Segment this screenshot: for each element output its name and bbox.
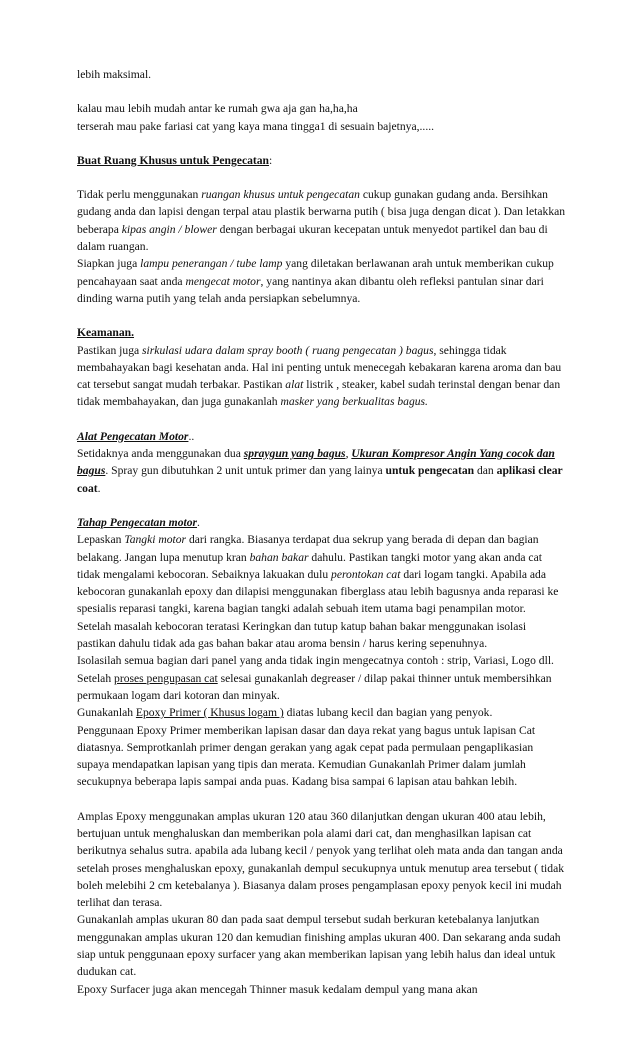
heading-ruang-text: Buat Ruang Khusus untuk Pengecatan [77,153,269,167]
alat-paragraph [77,445,566,497]
heading-alat-text: Alat Pengecatan Motor [77,429,189,443]
heading-alat-tail: .. [188,429,195,443]
text-run: listrik , steaker, kabel sudah terinstal dengan benar dan tidak membahayakan, dan juga gunakanlah [77,378,561,409]
underline-run: Epoxy Primer ( Khusus logam ) [135,706,284,720]
italic-run: sirkulasi udara dalam spray booth ( ruang pengecatan ) bagus [142,343,434,357]
heading-tahap [77,514,566,531]
text-run: dan [474,464,497,478]
text-run: cukup gunakan gudang anda. Bersihkan gudang anda dan lapisi dengan terpal atau plastik berwarna putih ( bisa juga dengan dicat ). Dan letakkan beberapa [77,188,566,236]
tip-line-1 [77,100,566,117]
heading-ruang-khusus [77,152,566,169]
emphasis-run: Ukuran Kompresor Angin Yang cocok dan bagus [77,447,555,478]
amplas-paragraph-3 [77,981,566,998]
intro-text: lebih maksimal. [77,68,152,81]
ruang-paragraph-2 [77,255,566,307]
text-run: dengan berbagai ukuran kecepatan untuk menyedot partikel dan bau di dalam ruangan. [77,222,548,254]
heading-tahap-text: Tahap Pengecatan motor [77,515,198,529]
text-run: Pastikan juga [77,343,143,357]
italic-run: masker yang berkualitas bagus. [280,395,428,409]
bold-run: untuk pengecatan [385,464,475,478]
heading-tahap-tail: . [197,515,200,529]
text-run: Setidaknya anda menggunakan dua [77,447,244,461]
keamanan-paragraph [77,342,566,411]
heading-alat [77,428,566,445]
amplas-paragraph-2 [77,911,566,980]
italic-run: bahan bakar [249,550,309,564]
text-run: . [97,481,101,495]
text-run: Tidak perlu menggunakan [77,188,202,202]
text-run: . Spray gun dibutuhkan 2 unit untuk primer dan yang lainya [105,464,386,478]
tahap-paragraph-2 [77,618,566,653]
tahap-paragraph-3 [77,652,566,669]
text-run: diatas lubang kecil dan bagian yang penyok. [283,706,493,720]
italic-run: alat [285,378,304,392]
text-run: , [345,447,352,461]
tahap-paragraph-6 [77,722,566,791]
text-run: dari rangka. Biasanya terdapat dua sekrup yang berada di depan dan bagian belakang. Jangan lupa menutup kran [77,533,539,564]
emphasis-run: spraygun yang bagus [243,447,346,461]
italic-run: lampu penerangan / tube lamp [140,257,283,271]
text-run: Penggunaan Epoxy Primer memberikan lapisan dasar dan daya rekat yang bagus untuk lapisan Cat diatasnya. Semprotkanlah primer dengan gerakan yang agak cepat pada permulaan pengaplikasian supaya mendapatkan lapisan yang tipis dan merata. Kemudian Gunakanlah Primer dalam jumlah secukupnya beberapa lapis sampai anda puas. Kadang bisa sampai 6 lapisan atau bahkan lebih. [77,723,536,789]
text-run: Gunakanlah amplas ukuran 80 dan pada saat dempul tersebut sudah berkuran ketebalanya lanjutkan menggunakan amplas ukuran 120 dan kemudian finishing amplas ukuran 400. Dan sekarang anda sudah siap untuk penggunaan epoxy surfacer yang akan memberikan lapisan yang lebih halus dan ideal untuk dudukan cat. [77,913,561,979]
text-run: Setelah [77,671,115,685]
text-run: Lepaskan [77,533,125,547]
ruang-paragraph-1 [77,186,566,255]
underline-run: proses pengupasan cat [114,671,218,685]
bold-run: aplikasi clear coat [77,464,563,495]
tip-text-1: kalau mau lebih mudah antar ke rumah gwa aja gan ha,ha,ha [77,102,358,116]
intro-paragraph [77,66,566,83]
text-run: Isolasilah semua bagian dari panel yang anda tidak ingin mengecatnya contoh : strip, Variasi, Logo dll. [77,654,554,668]
heading-keamanan-text: Keamanan. [77,326,135,340]
text-run: , sehingga tidak membahayakan bagi kesehatan anda. Hal ini penting untuk menecegah kebakaran karena aroma dan bau cat tersebut sangat mudah terbakar. Pastikan [77,343,562,392]
text-run: Setelah masalah kebocoran teratasi Keringkan dan tutup katup bahan bakar menggunakan isolasi pastikan dahulu tidak ada gas bahan bakar atau aroma bensin / harus kering sepenuhnya. [77,619,527,651]
italic-run: perontokan cat [331,567,401,581]
tahap-paragraph-1 [77,531,566,617]
italic-run: Tangki motor [124,533,187,547]
heading-ruang-colon: : [269,153,273,167]
tip-text-2: terserah mau pake fariasi cat yang kaya mana tingga1 di sesuain bajetnya,..... [77,119,435,133]
text-run: Siapkan juga [77,257,141,271]
amplas-paragraph-1 [77,808,566,912]
text-run: Gunakanlah [77,706,136,720]
text-run: dahulu. Pastikan tangki motor yang akan anda cat tidak mengalami kebocoran. Sebaiknya lakuakan dulu [77,550,542,581]
text-run: selesai gunakanlah degreaser / dilap pakai thinner untuk membersihkan permukaan logam dari kotoran dan minyak. [77,671,552,702]
italic-run: mengecat motor [185,274,261,288]
heading-keamanan [77,324,566,341]
tahap-paragraph-5 [77,704,566,721]
text-run: Amplas Epoxy menggunakan amplas ukuran 120 atau 360 dilanjutkan dengan ukuran 400 atau lebih, bertujuan untuk menghaluskan dan memberikan pola alami dari cat, dan menghasilkan lapisan cat berikutnya sehalus sutra. apabila ada lubang kecil / penyok yang terlihat oleh mata anda dan tangan anda setelah proses menghaluskan epoxy, gunakanlah dempul secukupnya untuk menutup area tersebut ( tidak boleh melebihi 2 cm ketebalanya ). Biasanya dalam proses pengamplasan epoxy penyok kecil ini mudah terlihat dan terasa. [77,809,565,910]
text-run: dari logam tangki. Apabila ada kebocoran gunakanlah epoxy dan dilapisi menggunakan fiberglass atau lebih bagusnya anda reparasi ke spesialis reparasi tangki, karena bagian tangki adalah sebuah item utama bagi penampilan motor. [77,567,559,616]
text-run: yang diletakan berlawanan arah untuk memberikan cukup pencahayaan saat anda [77,257,554,288]
italic-run: kipas angin / blower [121,222,217,236]
italic-run: ruangan khusus untuk pengecatan [201,188,360,202]
tip-line-2 [77,118,566,135]
tahap-paragraph-4 [77,670,566,705]
text-run: Epoxy Surfacer juga akan mencegah Thinner masuk kedalam dempul yang mana akan [77,982,478,996]
text-run: , yang nantinya akan dibantu oleh refleksi pantulan sinar dari dinding warna putih yang telah anda persiapkan sebelumnya. [77,274,544,305]
